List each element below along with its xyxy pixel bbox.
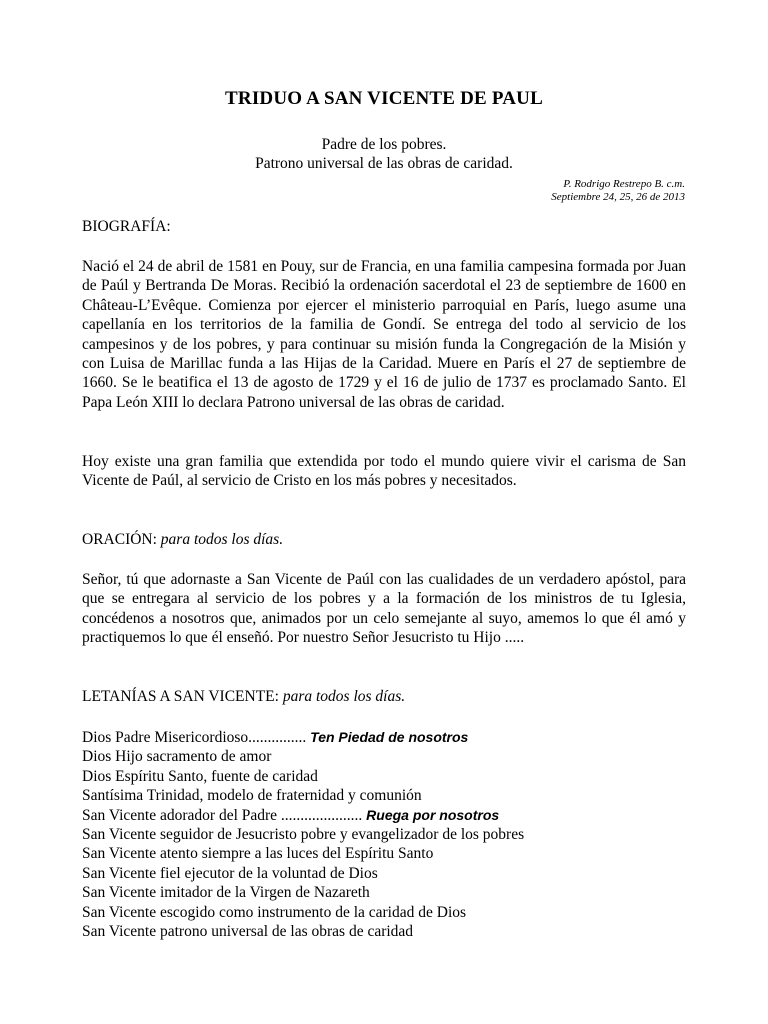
litany-text: Dios Padre Misericordioso...............: [82, 729, 307, 746]
litany-text: San Vicente imitador de la Virgen de Nazareth: [82, 884, 370, 902]
litany-text: Santísima Trinidad, modelo de fraternidad y comunión: [82, 787, 422, 805]
litany-line: [82, 825, 692, 844]
oracion-heading: ORACIÓN:: [82, 531, 157, 548]
subtitle-line-2: Patrono universal de las obras de caridad.: [255, 155, 513, 172]
oracion-text: Señor, tú que adornaste a San Vicente de Paúl con las cualidades de un verdadero apóstol, para que se entregara al servicio de los pobres y a la formación de los ministros de tu Iglesia, concédenos a nosotros que, animados por un celo semejante al suyo, amemos lo que él amó y practiquemos lo que él enseñó. Por nuestro Señor Jesucristo tu Hijo .....: [82, 571, 686, 647]
litany-text: Dios Espíritu Santo, fuente de caridad: [82, 767, 318, 785]
litany-line: [82, 806, 692, 825]
oracion-note: para todos los días.: [160, 531, 284, 548]
oracion-heading-line: [82, 531, 283, 549]
litany-line: [82, 844, 692, 863]
letanias-note: para todos los días.: [282, 688, 406, 705]
litany-line: [82, 767, 692, 786]
litany-text: San Vicente patrono universal de las obras de caridad: [82, 923, 414, 941]
litany-response: Ruega por nosotros: [366, 806, 500, 823]
litany-text: San Vicente seguidor de Jesucristo pobre y evangelizador de los pobres: [82, 826, 525, 844]
litany-text: San Vicente fiel ejecutor de la voluntad de Dios: [82, 864, 378, 882]
litany-line: [82, 747, 692, 766]
litany-line: [82, 903, 692, 922]
subtitle-line-1: Padre de los pobres.: [321, 136, 447, 153]
litany-line: [82, 922, 692, 941]
document-title: TRIDUO A SAN VICENTE DE PAUL: [225, 88, 543, 109]
author-name: P. Rodrigo Restrepo B. c.m.: [563, 178, 685, 190]
litany-text: San Vicente atento siempre a las luces del Espíritu Santo: [82, 845, 434, 863]
litany-text: San Vicente escogido como instrumento de la caridad de Dios: [82, 903, 467, 921]
litany-line: [82, 864, 692, 883]
litany-line: [82, 786, 692, 805]
letanias-heading-line: [82, 688, 405, 706]
litany-line: [82, 883, 692, 902]
litany-line: [82, 728, 692, 747]
litany-response: Ten Piedad de nosotros: [310, 729, 469, 745]
letanias-heading: LETANÍAS A SAN VICENTE:: [82, 688, 279, 705]
biografia-heading: BIOGRAFÍA:: [82, 218, 171, 235]
biografia-paragraph-1: Nació el 24 de abril de 1581 en Pouy, sur de Francia, en una familia campesina formada por Juan de Paúl y Bertranda De Moras. Recibió la ordenación sacerdotal el 23 de septiembre de 1600 en Château-L’Evêque. Comienza por ejercer el ministerio parroquial en París, luego asume una capellanía en los territorios de la familia de Gondí. Se entrega del todo al servicio de los campesinos y de los pobres, y para continuar su misión funda la Congregación de la Misión y con Luisa de Marillac funda a las Hijas de la Caridad. Muere en París el 27 de septiembre de 1660. Se le beatifica el 13 de agosto de 1729 y el 16 de julio de 1737 es proclamado Santo. El Papa León XIII lo declara Patrono universal de las obras de caridad.: [82, 258, 686, 411]
litany-text: Dios Hijo sacramento de amor: [82, 748, 272, 766]
litany-list: [82, 728, 692, 941]
biografia-paragraph-2: Hoy existe una gran familia que extendida por todo el mundo quiere vivir el carisma de San Vicente de Paúl, al servicio de Cristo en los más pobres y necesitados.: [82, 453, 686, 490]
litany-text: San Vicente adorador del Padre .....................: [82, 806, 363, 824]
document-date: Septiembre 24, 25, 26 de 2013: [551, 191, 685, 203]
